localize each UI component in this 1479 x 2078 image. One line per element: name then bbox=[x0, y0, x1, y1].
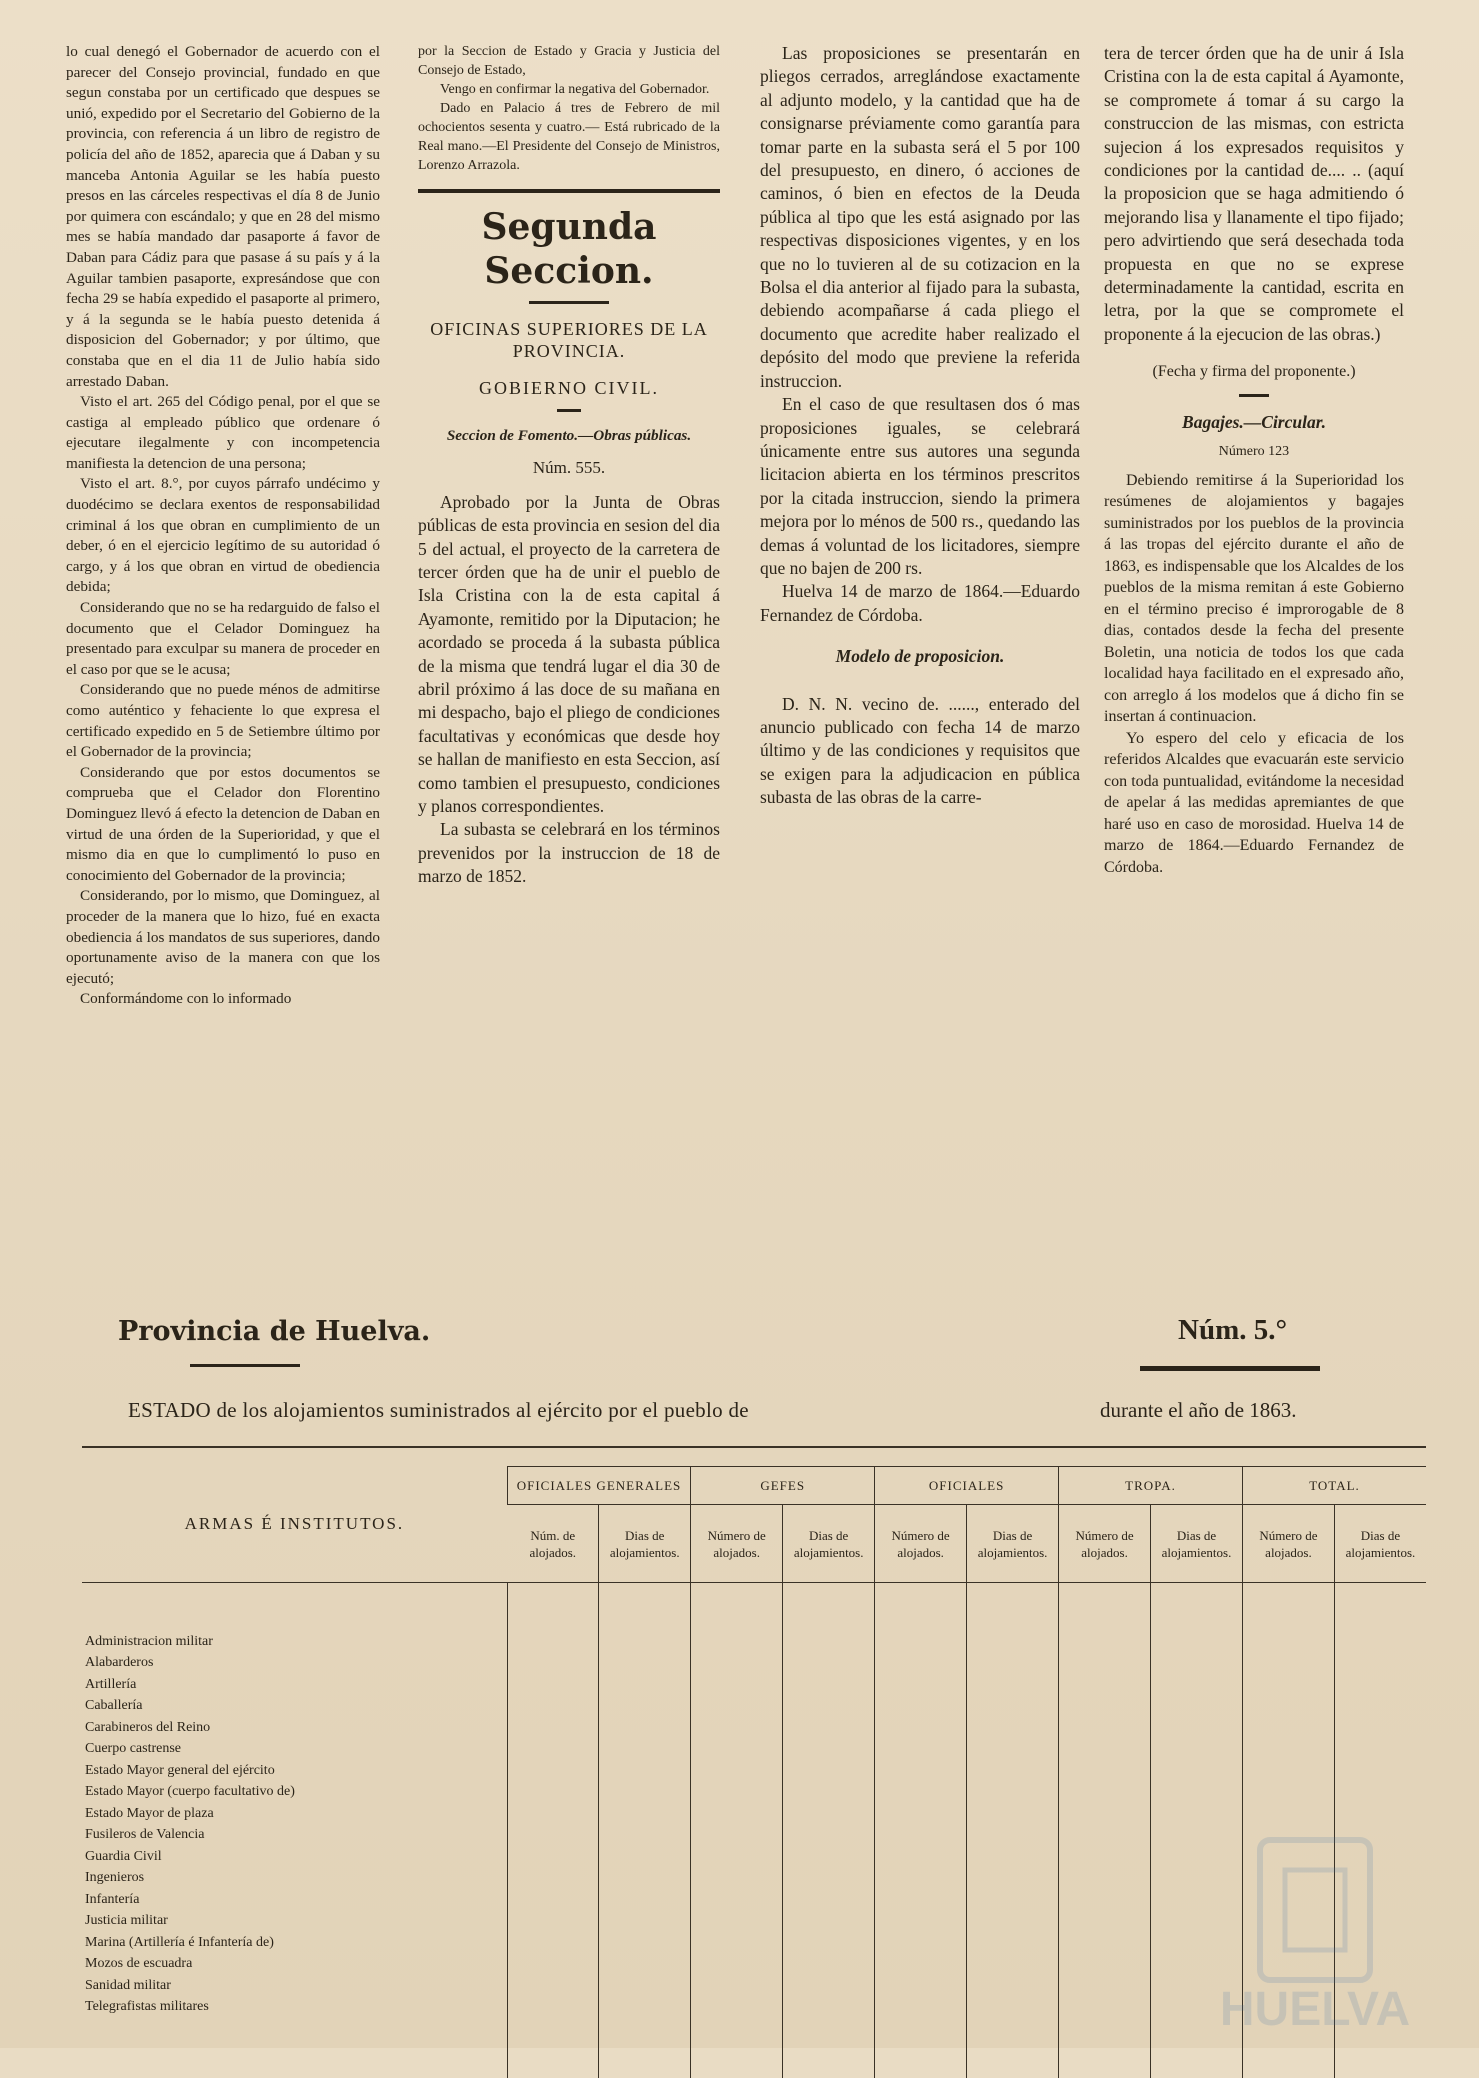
huelva-watermark-logo bbox=[1190, 1830, 1440, 2040]
bagajes-heading: Bagajes.—Circular. bbox=[1182, 411, 1326, 432]
seccion-heading: Seccion de Fomento.—Obras públicas. bbox=[446, 426, 692, 444]
ornament-dash bbox=[1239, 394, 1269, 397]
ornament-dash bbox=[557, 409, 581, 412]
row-label: Infantería bbox=[85, 1891, 140, 1907]
col1-paragraph: Conformándome con lo informado bbox=[80, 990, 292, 1008]
subheader: Número de alojados. bbox=[691, 1505, 783, 1583]
group-header: TOTAL. bbox=[1242, 1467, 1426, 1505]
column-2 bbox=[418, 42, 720, 889]
col4-paragraph: Debiendo remitirse á la Superioridad los resúmenes de alojamientos y bagajes suministrados por los pueblos de la provincia á las tropas del ejército durante el año de 1863, es indispensable que los Alcaldes de los pueblos de la misma remitan á este Gobierno en el término preciso é improrogable de 8 dias, contados desde la fecha del presente Boletin, una noticia de todos los que cada localidad haya facilitado en el expresado año, con arreglo á los modelos que á dicho fin se insertan á continuacion. bbox=[1104, 471, 1404, 725]
section-title: Segunda Seccion. bbox=[481, 206, 657, 292]
col1-paragraph: Visto el art. 265 del Código penal, por el que se castiga al empleado público que ordenare ó ejecutare ilegalmente y con incompetencia manifiesta la detencion de una persona; bbox=[66, 393, 380, 472]
col2-intro: por la Seccion de Estado y Gracia y Justicia del Consejo de Estado, bbox=[418, 44, 720, 78]
row-label: Telegrafistas militares bbox=[85, 1999, 209, 2015]
ornament-line bbox=[190, 1364, 300, 1367]
row-label: Estado Mayor general del ejército bbox=[85, 1762, 275, 1778]
group-header: GEFES bbox=[691, 1467, 875, 1505]
estado-title: ESTADO de los alojamientos suministrados al ejército por el pueblo de bbox=[128, 1398, 749, 1422]
ornament-dash bbox=[529, 301, 609, 304]
row-label: Caballería bbox=[85, 1698, 143, 1714]
ornament-line bbox=[1140, 1366, 1320, 1371]
row-label: Cuerpo castrense bbox=[85, 1741, 182, 1757]
subheader: Núm. de alojados. bbox=[507, 1505, 598, 1583]
col2-paragraph: La subasta se celebrará en los términos prevenidos por la instruccion de 18 de marzo de 1852. bbox=[418, 819, 720, 887]
row-label: Administracion militar bbox=[85, 1633, 213, 1649]
column-3 bbox=[760, 42, 1080, 810]
table-row bbox=[82, 1739, 1426, 1761]
oficinas-heading: OFICINAS SUPERIORES DE LA PROVINCIA. bbox=[430, 319, 708, 361]
row-label: Mozos de escuadra bbox=[85, 1956, 193, 1972]
col3-signature: Huelva 14 de marzo de 1864.—Eduardo Fernandez de Córdoba. bbox=[760, 581, 1080, 625]
col1-paragraph: Considerando que no se ha redarguido de falso el documento que el Celador Dominguez ha presentado para exculpar su manera de proceder en el caso por que se le acusa; bbox=[66, 599, 380, 678]
announcement-number: Núm. 555. bbox=[532, 458, 606, 478]
col2-paragraph: Aprobado por la Junta de Obras públicas de esta provincia en sesion del dia 5 del actual, el proyecto de la carretera de tercer órden que ha de unir el pueblo de Isla Cristina con la de esta capital á Ayamonte, remitido por la Diputacion; he acordado se proceda á la subasta pública de la misma que tendrá lugar el dia 30 de abril próximo á las doce de su mañana en mi despacho, bajo el pliego de condiciones facultativas y económicas que desde hoy se hallan de manifiesto en esta Seccion, así como tambien el presupuesto, condiciones y planos correspondientes. bbox=[418, 491, 720, 817]
table-row bbox=[82, 1803, 1426, 1825]
row-label: Guardia Civil bbox=[85, 1848, 162, 1864]
subheader: Dias de alojamientos. bbox=[599, 1505, 691, 1583]
col3-paragraph: Las proposiciones se presentarán en pliegos cerrados, arreglándose exactamente al adjunto modelo, y la cantidad que ha de consignarse préviamente como garantía para tomar parte en la subasta será el 5 por 100 del presupuesto, en dinero, ó acciones de caminos, ó bien en efectos de la Deuda pública al tipo que les está asignado por las respectivas disposiciones vigentes, y en los que no lo tuvieren al de su cotizacion en la Bolsa el dia anterior al fijado para la subasta, debiendo acompañarse á cada pliego el documento que acredite haber realizado el depósito del modo que previene la referida instruccion. bbox=[760, 43, 1080, 391]
col1-paragraph: lo cual denegó el Gobernador de acuerdo con el parecer del Consejo provincial, fundado en que segun constaba por un certificado que despues se unió, expedido por el Secretario del Gobierno de la provincia, con referencia á un libro de registro de policía del año de 1852, aparecia que á Daban y su manceba Antonia Aguilar se les había puesto presos en las cárceles respectivas el día 8 de Junio por quimera con escándalo; y que en 28 del mismo mes se había mandado dar pasaporte á favor de Daban para Cádiz para que pasase á su país y á la Aguilar tambien pasaporte, expresándose que con fecha 29 se había expedido el pasaporte al primero, y á la segunda se le había puesto detenida á disposicion del Gobernador; y por último, que constaba que en el dia 11 de Julio había sido arrestado Daban. bbox=[66, 43, 380, 390]
circular-number: Número 123 bbox=[1218, 444, 1290, 460]
group-header: OFICIALES bbox=[875, 1467, 1059, 1505]
table-row bbox=[82, 1631, 1426, 1653]
row-label: Fusileros de Valencia bbox=[85, 1827, 205, 1843]
table-row bbox=[82, 1717, 1426, 1739]
col2-paragraph: Vengo en confirmar la negativa del Gobernador. bbox=[440, 82, 710, 97]
modelo-heading: Modelo de proposicion. bbox=[835, 646, 1005, 667]
row-label: Artillería bbox=[85, 1676, 137, 1692]
subheader: Número de alojados. bbox=[1059, 1505, 1151, 1583]
subheader: Dias de alojamientos. bbox=[1334, 1505, 1426, 1583]
subheader: Número de alojados. bbox=[1242, 1505, 1334, 1583]
table-row bbox=[82, 1782, 1426, 1804]
subheader: Número de alojados. bbox=[875, 1505, 967, 1583]
col3-paragraph: D. N. N. vecino de. ......, enterado del anuncio publicado con fecha 14 de marzo último y de las condiciones y requisitos que se exigen para la adjudicacion en pública subasta de las obras de la carre- bbox=[760, 693, 1080, 808]
row-label: Sanidad militar bbox=[85, 1977, 171, 1993]
subheader: Dias de alojamientos. bbox=[783, 1505, 875, 1583]
column-4 bbox=[1104, 42, 1404, 878]
col1-paragraph: Visto el art. 8.°, por cuyos párrafo undécimo y duodécimo se declara exentos de responsabilidad criminal á los que obran en cumplimiento de un deber, ó en el ejercicio legítimo de su autoridad ó cargo, y á los que obran en virtud de obediencia debida; bbox=[66, 475, 380, 596]
col1-paragraph: Considerando, por lo mismo, que Dominguez, al proceder de la manera que lo hizo, fué en exacta obediencia á los mandatos de sus superiores, dando oportunamente aviso de la manera con que los ejecutó; bbox=[66, 887, 380, 987]
provincia-heading: Provincia de Huelva. bbox=[118, 1316, 431, 1347]
estado-year: durante el año de 1863. bbox=[1100, 1398, 1297, 1422]
table-row bbox=[82, 1653, 1426, 1675]
row-label: Carabineros del Reino bbox=[85, 1719, 211, 1735]
row-label: Marina (Artillería é Infantería de) bbox=[85, 1934, 274, 1950]
subheader: Dias de alojamientos. bbox=[1151, 1505, 1243, 1583]
col3-paragraph: En el caso de que resultasen dos ó mas proposiciones iguales, se celebrará únicamente entre sus autores una segunda licitacion abierta en los términos prescritos por la citada instruccion, siendo la primera mejora por lo ménos de 500 rs., quedando las demas á voluntad de los licitadores, siempre que no bajen de 200 rs. bbox=[760, 394, 1080, 578]
firma-line: (Fecha y firma del proponente.) bbox=[1152, 363, 1356, 381]
col1-paragraph: Considerando que no puede ménos de admitirse como auténtico y fehaciente lo que expresa el certificado expedido en 5 de Setiembre último por el Gobernador de la provincia; bbox=[66, 681, 380, 761]
col2-paragraph: Dado en Palacio á tres de Febrero de mil ochocientos sesenta y cuatro.— Está rubricado de la Real mano.—El Presidente del Consejo de Ministros, Lorenzo Arrazola. bbox=[418, 101, 720, 173]
column-1 bbox=[66, 42, 380, 1010]
armas-header: ARMAS É INSTITUTOS. bbox=[184, 1514, 405, 1534]
group-header: TROPA. bbox=[1059, 1467, 1243, 1505]
group-header: OFICIALES GENERALES bbox=[507, 1467, 690, 1505]
row-label: Justicia militar bbox=[85, 1913, 168, 1929]
col4-paragraph: Yo espero del celo y eficacia de los referidos Alcaldes que evacuarán este servicio con toda puntualidad, evitándome la necesidad de apelar á las medidas apremiantes de que haré uso en caso de morosidad. Huelva 14 de marzo de 1864.—Eduardo Fernandez de Córdoba. bbox=[1104, 729, 1404, 876]
subheader: Dias de alojamientos. bbox=[967, 1505, 1059, 1583]
gobierno-heading: GOBIERNO CIVIL. bbox=[479, 378, 659, 398]
number-heading: Núm. 5.° bbox=[1178, 1314, 1288, 1346]
table-row bbox=[82, 1696, 1426, 1718]
row-label: Estado Mayor (cuerpo facultativo de) bbox=[85, 1784, 295, 1800]
row-label: Alabarderos bbox=[85, 1655, 154, 1671]
row-label: Ingenieros bbox=[85, 1870, 145, 1886]
table-top-rule bbox=[82, 1446, 1426, 1448]
row-label: Estado Mayor de plaza bbox=[85, 1805, 214, 1821]
section-divider bbox=[418, 189, 720, 193]
table-row bbox=[82, 1674, 1426, 1696]
col1-paragraph: Considerando que por estos documentos se comprueba que el Celador don Florentino Dominguez llevó á efecto la detencion de Daban en virtud de una órden de la Superioridad, y que el mismo dia en que lo cumplimentó lo puso en conocimiento del Gobernador de la provincia; bbox=[66, 763, 380, 884]
col4-paragraph: tera de tercer órden que ha de unir á Isla Cristina con la de esta capital á Ayamonte, se compromete á tomar á su cargo la construccion de las mismas, con estricta sujecion á los expresados requisitos y condiciones por la cantidad de.... .. (aquí la proposicion que se haga admitiendo ó mejorando lisa y llanamente el tipo fijado; pero advirtiendo que será desechada toda propuesta en que no se exprese determinadamente la cantidad, escrita en letra, por la que se compromete el proponente á la ejecucion de las obras.) bbox=[1104, 43, 1404, 344]
watermark-text: HUELVA bbox=[1219, 1983, 1411, 2036]
table-row bbox=[82, 1760, 1426, 1782]
